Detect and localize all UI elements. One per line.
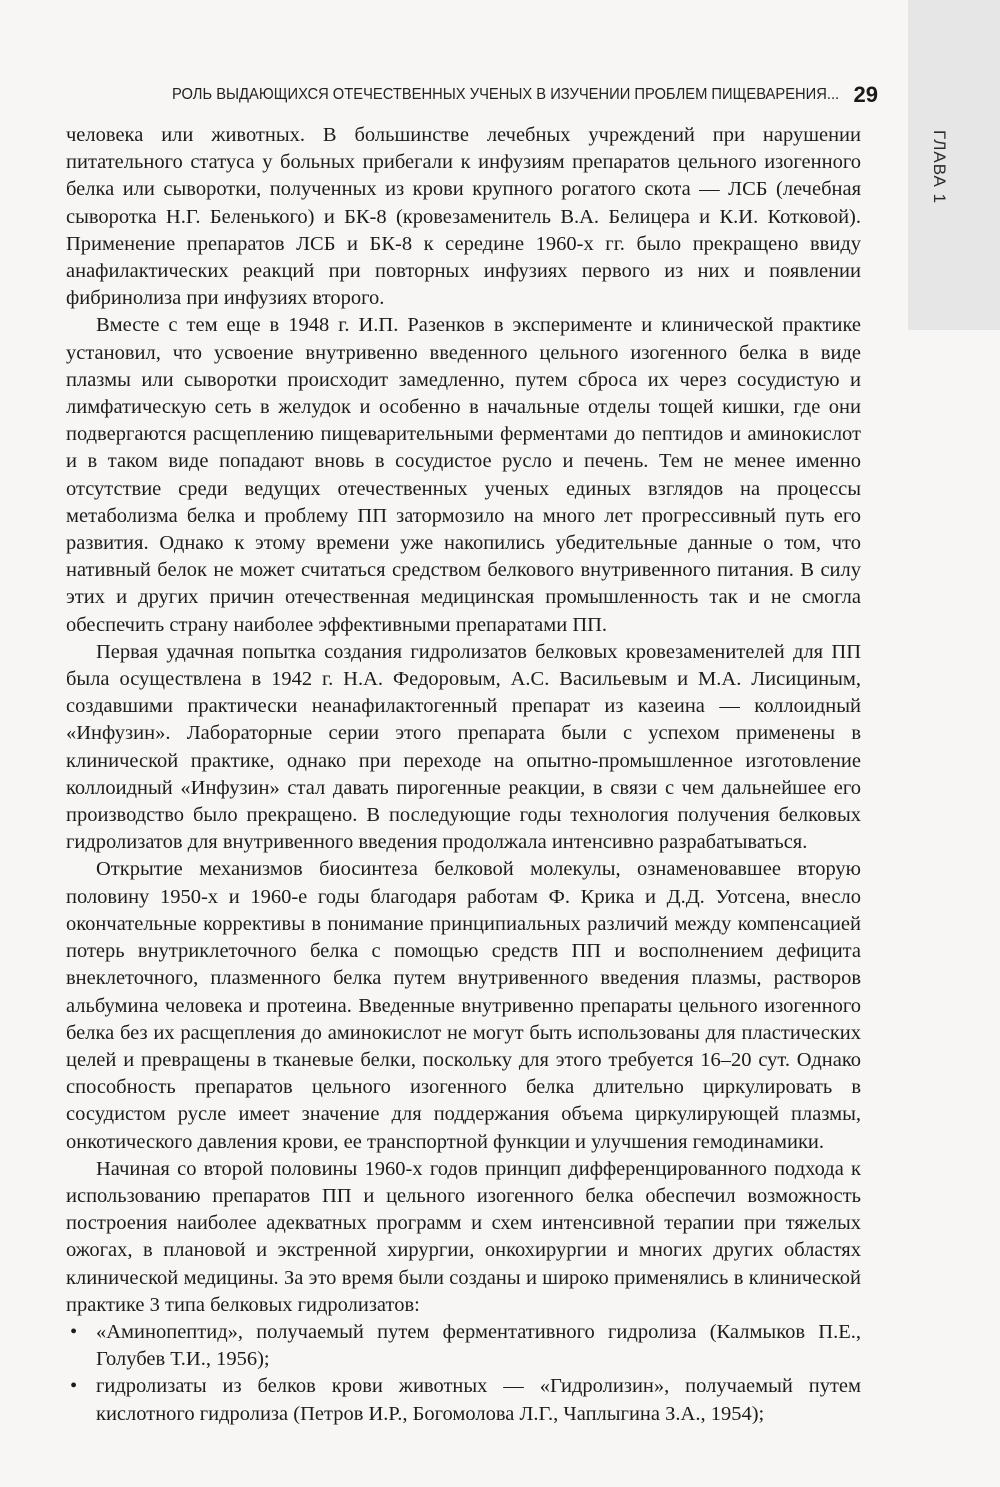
running-header: РОЛЬ ВЫДАЮЩИХСЯ ОТЕЧЕСТВЕННЫХ УЧЕНЫХ В ИЗУЧЕНИИ ПРОБЛЕМ ПИЩЕВАРЕНИЯ... xyxy=(172,86,840,103)
paragraph: Вместе с тем еще в 1948 г. И.П. Разенков в эксперименте и клинической практике установил, что усвоение внутривенно введенного цельного изогенного белка в виде плазмы или сыворотки происходит замедленно, путем сброса их через сосудистую и лимфатическую сеть в желудок и особенно в начальные отделы тощей кишки, где они подвергаются расщеплению пищеварительными ферментами до пептидов и аминокислот и в таком виде попадают вновь в сосудистое русло и печень. Тем не менее именно отсутствие среди ведущих отечественных ученых единых взглядов на процессы метаболизма белка и проблему ПП затормозило на много лет прогрессивный путь его развития. Однако к этому времени уже накопились убедительные данные о том, что нативный белок не может считаться средством белкового внутривенного питания. В силу этих и других причин отечественная медицинская промышленность так и не смогла обеспечить страну наиболее эффективными препаратами ПП. xyxy=(66,314,861,636)
bullet-icon: • xyxy=(70,1320,78,1343)
chapter-tab-label: ГЛАВА 1 xyxy=(930,130,949,205)
list-item xyxy=(66,1319,861,1373)
paragraph: человека или животных. В большинстве лечебных учреждений при нарушении питательного статуса у больных прибегали к инфузиям препаратов цельного изогенного белка или сыворотки, полученных из крови крупного рогатого скота — ЛСБ (лечебная сыворотка Н.Г. Беленького) и БК-8 (кровезаменитель В.А. Белицера и К.И. Котковой). Применение препаратов ЛСБ и БК-8 к середине 1960-х гг. было прекращено ввиду анафилактических реакций при повторных инфузиях первого из них и появлении фибринолиза при инфузиях второго. xyxy=(66,124,861,310)
bullet-icon: • xyxy=(70,1375,78,1398)
list-item-text: «Аминопептид», получаемый путем ферментативного гидролиза (Калмыков П.Е., Голубев Т.И., 1956); xyxy=(96,1320,861,1371)
paragraph: Открытие механизмов биосинтеза белковой молекулы, ознаменовавшее вторую половину 1950-х и 1960-е годы благодаря работам Ф. Крика и Д.Д. Уотсена, внесло окончательные коррективы в понимание принципиальных различий между компенсацией потерь внутриклеточного белка с помощью средств ПП и восполнением дефицита внеклеточного, плазменного белка путем внутривенного введения плазмы, растворов альбумина человека и протеина. Введенные внутривенно препараты цельного изогенного белка без их расщепления до аминокислот не могут быть использованы для пластических целей и превращены в тканевые белки, поскольку для этого требуется 16–20 сут. Однако способность препаратов цельного изогенного белка длительно циркулировать в сосудистом русле имеет значение для поддержания объема циркулирующей плазмы, онкотического давления крови, ее транспортной функции и улучшения гемодинамики. xyxy=(66,858,861,1153)
list-item xyxy=(66,1373,861,1427)
paragraph: Начиная со второй половины 1960-х годов принцип дифференцированного подхода к использованию препаратов ПП и цельного изогенного белка обеспечил возможность построения наиболее адекватных программ и схем интенсивной терапии при тяжелых ожогах, в плановой и экстренной хирургии, онкохирургии и многих других областях клинической медицины. За это время были созданы и широко применялись в клинической практике 3 типа белковых гидролизатов: xyxy=(66,1157,861,1316)
paragraph: Первая удачная попытка создания гидролизатов белковых кровезаменителей для ПП была осуществлена в 1942 г. Н.А. Федоровым, А.С. Васильевым и М.А. Лисициным, создавшими практически неанафилактогенный препарат из казеина — коллоидный «Инфузин». Лабораторные серии этого препарата были с успехом применены в клинической практике, однако при переходе на опытно-промышленное изготовление коллоидный «Инфузин» стал давать пирогенные реакции, в связи с чем дальнейшее его производство было прекращено. В последующие годы технология получения белковых гидролизатов для внутривенного введения продолжала интенсивно разрабатываться. xyxy=(66,640,861,854)
body-text xyxy=(66,122,861,1428)
list-item-text: гидролизаты из белков крови животных — «Гидролизин», получаемый путем кислотного гидролиза (Петров И.Р., Богомолова Л.Г., Чаплыгина З.А., 1954); xyxy=(96,1375,861,1425)
page-number: 29 xyxy=(853,82,878,107)
bullet-list xyxy=(66,1319,861,1428)
